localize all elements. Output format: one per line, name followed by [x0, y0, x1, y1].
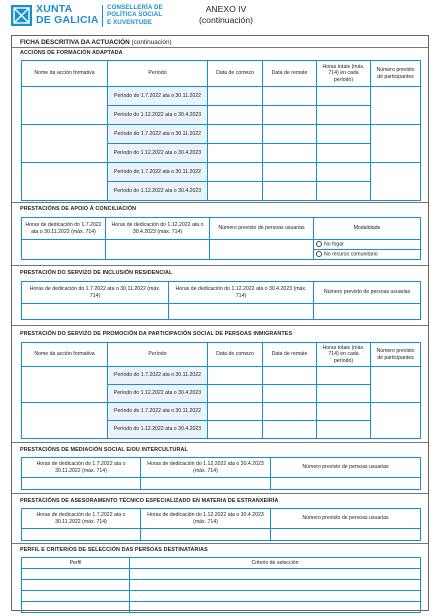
start-date-input[interactable] [208, 385, 263, 403]
section-title-profile: PERFIL E CRITERIOS DE SELECCIÓN DAS PERSOAS DESTINATARIAS [20, 547, 208, 553]
xunta-logo-icon [11, 5, 32, 26]
col-header-hours1: Horas de dedicación do 1.7.2022 ata o 30.11.2022 (máx. 714) [22, 458, 141, 478]
col-header-name: Nome da acción formativa [22, 343, 108, 367]
col-header-hours2: Horas de dedicación do 1.12.2022 ata o 30.4.2023 (máx. 714) [141, 509, 271, 529]
page-header [0, 0, 441, 32]
ministry-name [107, 4, 163, 26]
period-cell: Período do 1.12.2022 ata o 30.4.2023 [108, 421, 208, 439]
start-date-input[interactable] [208, 87, 263, 106]
col-header-name: Nome da acción formativa [22, 61, 108, 87]
brand-line2: DE GALICIA [36, 14, 99, 26]
col-header-hours: Horas totais (máx. 714) en cada período) [317, 343, 371, 367]
form-frame [11, 35, 429, 611]
hours-input[interactable] [317, 163, 371, 182]
col-header-hours1: Horas de dedicación do 1.7.2022 ata o 30.11.2022 (máx. 714) [22, 509, 141, 529]
radio-icon[interactable] [316, 241, 322, 247]
col-header-participants: Número previsto de participantes [371, 61, 421, 87]
end-date-input[interactable] [263, 163, 317, 182]
divider [12, 442, 428, 443]
col-header-start: Data de comezo [208, 343, 263, 367]
period-cell: Período do 1.7.2022 ata o 30.11.2022 [108, 403, 208, 421]
hours1-input[interactable] [22, 304, 169, 320]
hours1-input[interactable] [22, 478, 141, 490]
hours2-input[interactable] [169, 304, 314, 320]
end-date-input[interactable] [263, 385, 317, 403]
hours2-input[interactable] [141, 478, 271, 490]
annex-heading [190, 4, 262, 25]
start-date-input[interactable] [208, 125, 263, 144]
brand-name [36, 4, 99, 26]
conciliation-table [21, 217, 421, 260]
hours2-input[interactable] [141, 529, 271, 541]
name-input[interactable] [22, 87, 108, 125]
section-title-mediation: PRESTACIÓNS DE MEDIACIÓN SOCIAL E/OU INTERCULTURAL [20, 447, 188, 453]
criteria-input[interactable] [130, 580, 421, 591]
end-date-input[interactable] [263, 106, 317, 125]
col-header-profile: Perfil [22, 558, 130, 569]
col-header-start: Data de comezo [208, 61, 263, 87]
form-title-text: FICHA DESCRITIVA DA ACTUACIÓN [20, 39, 130, 46]
radio-icon[interactable] [316, 251, 322, 257]
section-title-residential: PRESTACIÓN DO SERVIZO DE INCLUSIÓN RESIDENCIAL [20, 270, 173, 276]
start-date-input[interactable] [208, 163, 263, 182]
criteria-input[interactable] [130, 602, 421, 613]
criteria-input[interactable] [130, 569, 421, 580]
hours-input[interactable] [317, 106, 371, 125]
end-date-input[interactable] [263, 182, 317, 201]
hours-input[interactable] [317, 421, 371, 439]
hours1-input[interactable] [22, 240, 106, 260]
users-input[interactable] [271, 529, 421, 541]
divider [12, 202, 428, 203]
col-header-users: Número previsto de persoas usuarias [271, 458, 421, 478]
period-cell: Período do 1.7.2022 ata o 30.11.2022 [108, 125, 208, 144]
hours-input[interactable] [317, 87, 371, 106]
residential-table [21, 281, 421, 320]
hours-input[interactable] [317, 385, 371, 403]
col-header-end: Data de remate [263, 61, 317, 87]
col-header-users: Número previsto de persoas usuarias [210, 218, 314, 240]
hours2-input[interactable] [106, 240, 210, 260]
end-date-input[interactable] [263, 144, 317, 163]
option-label: No fogar [324, 241, 344, 248]
period-cell: Período do 1.7.2022 ata o 30.11.2022 [108, 367, 208, 385]
section-title-advice: PRESTACIÓNS DE ASESORAMENTO TÉCNICO ESPECIALIZADO EN MATERIA DE ESTRANXEIRÍA [20, 498, 279, 504]
name-input[interactable] [22, 125, 108, 163]
end-date-input[interactable] [263, 125, 317, 144]
section-title-training: ACCIÓNS DE FORMACIÓN ADAPTADA [20, 50, 123, 56]
header-divider [102, 5, 103, 27]
immigrants-table [21, 342, 421, 439]
divider [12, 493, 428, 494]
period-cell: Período do 1.12.2022 ata o 30.4.2023 [108, 106, 208, 125]
profile-table [21, 557, 421, 613]
form-title [20, 39, 172, 46]
period-cell: Período do 1.7.2022 ata o 30.11.2022 [108, 87, 208, 106]
col-header-hours2: Horas de dedicación do 1.12.2022 ata o 30.4.2023 (máx. 714) [106, 218, 210, 240]
col-header-users: Número previsto de persoas usuarias [314, 282, 421, 304]
divider [12, 47, 428, 48]
col-header-hours: Horas totais (máx. 714) en cada período) [317, 61, 371, 87]
start-date-input[interactable] [208, 182, 263, 201]
col-header-period: Período [108, 61, 208, 87]
start-date-input[interactable] [208, 106, 263, 125]
participants-input[interactable] [371, 403, 421, 439]
divider [12, 543, 428, 544]
col-header-hours2: Horas de dedicación do 1.12.2022 ata o 30.4.2023 (máx. 714) [141, 458, 271, 478]
modality-option-community[interactable] [314, 250, 421, 260]
training-table [21, 60, 421, 201]
profile-input[interactable] [22, 591, 130, 602]
mediation-table [21, 457, 421, 490]
divider [12, 325, 428, 326]
period-cell: Período do 1.12.2022 ata o 30.4.2023 [108, 385, 208, 403]
hours-input[interactable] [317, 182, 371, 201]
hours-input[interactable] [317, 367, 371, 385]
col-header-criteria: Criterio de selección [130, 558, 421, 569]
end-date-input[interactable] [263, 87, 317, 106]
col-header-period: Período [108, 343, 208, 367]
brand-line1: XUNTA [36, 3, 73, 15]
participants-input[interactable] [371, 125, 421, 163]
annex-subtitle: (continuación) [199, 14, 253, 25]
form-title-suffix: (continuación) [131, 39, 172, 46]
col-header-hours1: Horas de dedicación do 1.7.2022 ata o 30.11.2022 (máx. 714) [22, 218, 106, 240]
period-cell: Período do 1.12.2022 ata o 30.4.2023 [108, 144, 208, 163]
participants-input[interactable] [371, 367, 421, 403]
col-header-modality: Modalidade [314, 218, 421, 240]
ministry-line1: CONSELLERÍA DE [107, 4, 163, 11]
start-date-input[interactable] [208, 421, 263, 439]
section-title-conciliation: PRESTACIÓNS DE APOIO Á CONCILIACIÓN [20, 206, 137, 212]
hours-input[interactable] [317, 144, 371, 163]
col-header-participants: Número previsto de participantes [371, 343, 421, 367]
start-date-input[interactable] [208, 403, 263, 421]
col-header-end: Data de remate [263, 343, 317, 367]
users-input[interactable] [314, 304, 421, 320]
col-header-hours2: Horas de dedicación do 1.12.2022 ata o 30.4.2023 (máx. 714) [169, 282, 314, 304]
profile-input[interactable] [22, 602, 130, 613]
name-input[interactable] [22, 403, 108, 439]
hours-input[interactable] [317, 125, 371, 144]
profile-input[interactable] [22, 569, 130, 580]
start-date-input[interactable] [208, 367, 263, 385]
modality-option-home[interactable] [314, 240, 421, 250]
ministry-line3: E XUVENTUDE [107, 18, 153, 26]
end-date-input[interactable] [263, 421, 317, 439]
participants-input[interactable] [371, 87, 421, 125]
hours1-input[interactable] [22, 529, 141, 541]
hours-input[interactable] [317, 403, 371, 421]
criteria-input[interactable] [130, 591, 421, 602]
annex-title: ANEXO IV [205, 4, 247, 14]
period-cell: Período do 1.7.2022 ata o 30.11.2022 [108, 163, 208, 182]
divider [12, 265, 428, 266]
name-input[interactable] [22, 163, 108, 201]
end-date-input[interactable] [263, 403, 317, 421]
name-input[interactable] [22, 367, 108, 403]
start-date-input[interactable] [208, 144, 263, 163]
participants-input[interactable] [371, 163, 421, 201]
period-cell: Período do 1.12.2022 ata o 30.4.2023 [108, 182, 208, 201]
col-header-users: Número previsto de persoas usuarias [271, 509, 421, 529]
end-date-input[interactable] [263, 367, 317, 385]
option-label: No recurso comunitario [324, 251, 378, 258]
ministry-line2: POLÍTICA SOCIAL [107, 11, 163, 19]
profile-input[interactable] [22, 580, 130, 591]
section-title-immigrants: PRESTACIÓN DO SERVIZO DE PROMOCIÓN DA PARTICIPACIÓN SOCIAL DE PERSOAS INMIGRANTES [20, 331, 293, 337]
col-header-hours1: Horas de dedicación do 1.7.2022 ata o 30.11.2022 (máx. 714) [22, 282, 169, 304]
users-input[interactable] [271, 478, 421, 490]
users-input[interactable] [210, 240, 314, 260]
advice-table [21, 508, 421, 541]
